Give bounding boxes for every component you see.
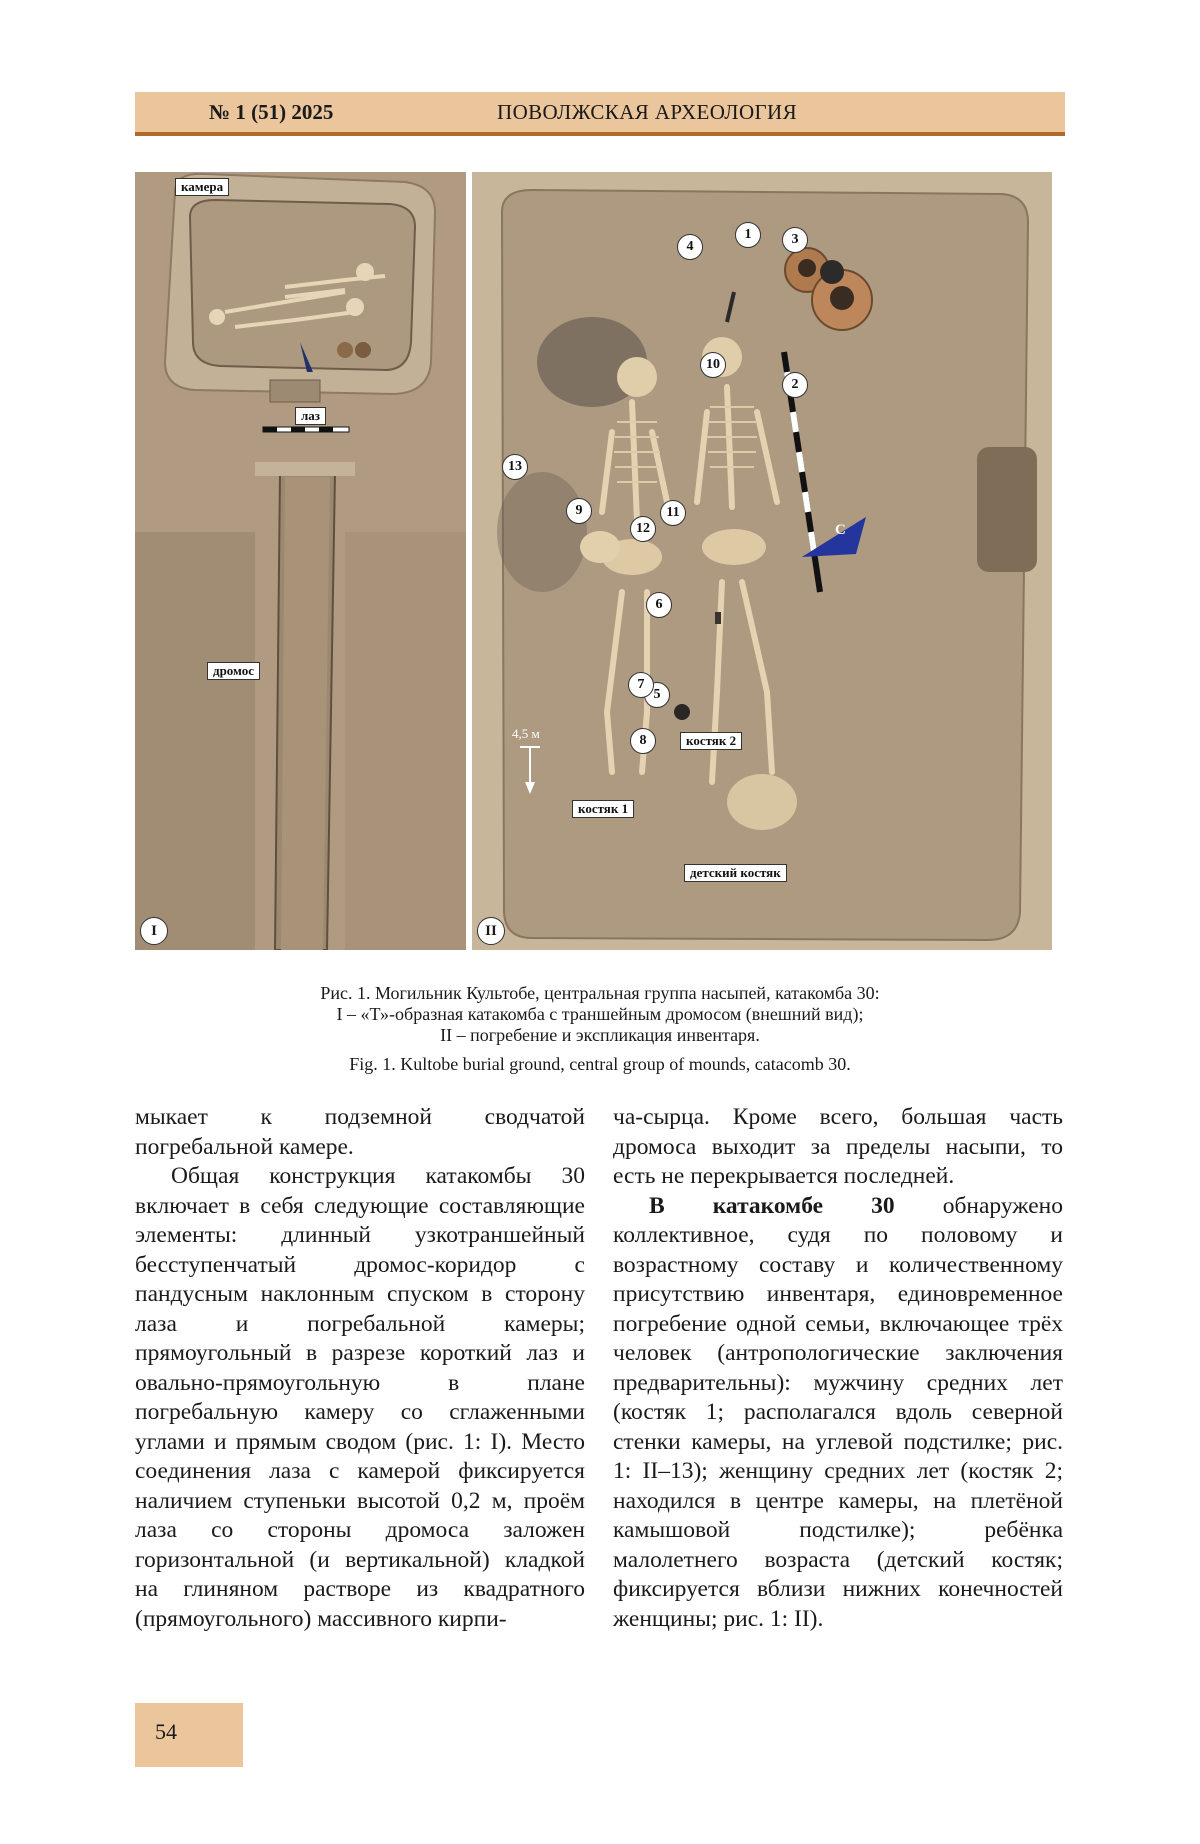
- panel-marker-2: II: [477, 917, 505, 945]
- marker-2: 2: [782, 372, 808, 398]
- label-child-skeleton: детский костяк: [684, 864, 787, 882]
- label-chamber: камера: [175, 178, 229, 196]
- figure-caption-ru-2: I – «Т»-образная катакомба с траншейным дромосом (внешний вид);: [336, 1004, 864, 1024]
- figure-panel-2: [472, 172, 1052, 950]
- label-dromos: дромос: [207, 662, 260, 680]
- marker-3: 3: [782, 227, 808, 253]
- paragraph: [613, 1192, 1063, 1635]
- figure-panel-1: [135, 172, 466, 950]
- marker-9: 9: [566, 498, 592, 524]
- text-column-right: [613, 1103, 1063, 1634]
- excavation-photo-1: [135, 172, 466, 950]
- emphasis: В катакомбе 30: [649, 1192, 895, 1219]
- marker-13: 13: [502, 454, 528, 480]
- north-arrow-label: С: [835, 522, 846, 538]
- figure-caption-ru-1: Рис. 1. Могильник Культобе, центральная группа насыпей, катакомба 30:: [320, 983, 880, 1003]
- marker-5: 5: [644, 682, 670, 708]
- marker-10: 10: [700, 352, 726, 378]
- marker-7: 7: [628, 672, 654, 698]
- paragraph: мыкает к подземной сводчатой погребальной камере.: [135, 1104, 585, 1160]
- marker-12: 12: [630, 516, 656, 542]
- text-column-left: [135, 1103, 585, 1634]
- panel-marker-1: I: [140, 917, 168, 945]
- paragraph: ча-сырца. Кроме всего, большая часть дромоса выходит за пределы насыпи, то есть не перекрывается последней.: [613, 1104, 1063, 1189]
- label-skeleton-1: костяк 1: [572, 800, 634, 818]
- page-number: 54: [155, 1719, 177, 1744]
- marker-4: 4: [677, 234, 703, 260]
- marker-6: 6: [646, 592, 672, 618]
- label-passage: лаз: [295, 407, 326, 425]
- excavation-photo-2: [472, 172, 1052, 950]
- paragraph: Общая конструкция катакомбы 30 включает в себя следующие составляющие элементы: длинный узкотраншейный бесступенчатый дромос-коридор с пандусным наклонным спуском в сторону лаза и погребальной камеры; прямоугольный в разрезе короткий лаз и овально-прямоугольную в плане погребальную камеру со сглаженными углами и прямым сводом (рис. 1: I). Место соединения лаза с камерой фиксируется наличием ступеньки высотой 0,2 м, проём лаза со стороны дромоса заложен горизонтальной (и вертикальной) кладкой на глиняном растворе из квадратного (прямоугольного) массивного кирпи-: [135, 1163, 585, 1632]
- running-header: [135, 92, 1065, 136]
- figure-caption-ru-3: II – погребение и экспликация инвентаря.: [440, 1025, 760, 1045]
- marker-8: 8: [630, 728, 656, 754]
- figure-caption-en: Fig. 1. Kultobe burial ground, central group of mounds, catacomb 30.: [349, 1054, 851, 1074]
- scale-label: 4,5 м: [512, 726, 540, 741]
- paragraph-text: обнаружено коллективное, судя по половому и возрастному составу и количественному присутствию инвентаря, единовременное погребение одной семьи, включающее трёх человек (антропологические заключения предварительны): мужчину средних лет (костяк 1; располагался вдоль северной стенки камеры, на углевой подстилке; рис. 1: II–13); женщину средних лет (костяк 2; находился в центре камеры, на плетёной камышовой подстилке); ребёнка малолетнего возраста (детский костяк; фиксируется вблизи нижних конечностей женщины; рис. 1: II).: [613, 1192, 1063, 1632]
- page-number-box: [135, 1703, 243, 1767]
- marker-11: 11: [660, 500, 686, 526]
- issue-number: № 1 (51) 2025: [209, 100, 334, 124]
- journal-title: ПОВОЛЖСКАЯ АРХЕОЛОГИЯ: [497, 100, 798, 124]
- label-skeleton-2: костяк 2: [680, 732, 742, 750]
- marker-1: 1: [735, 222, 761, 248]
